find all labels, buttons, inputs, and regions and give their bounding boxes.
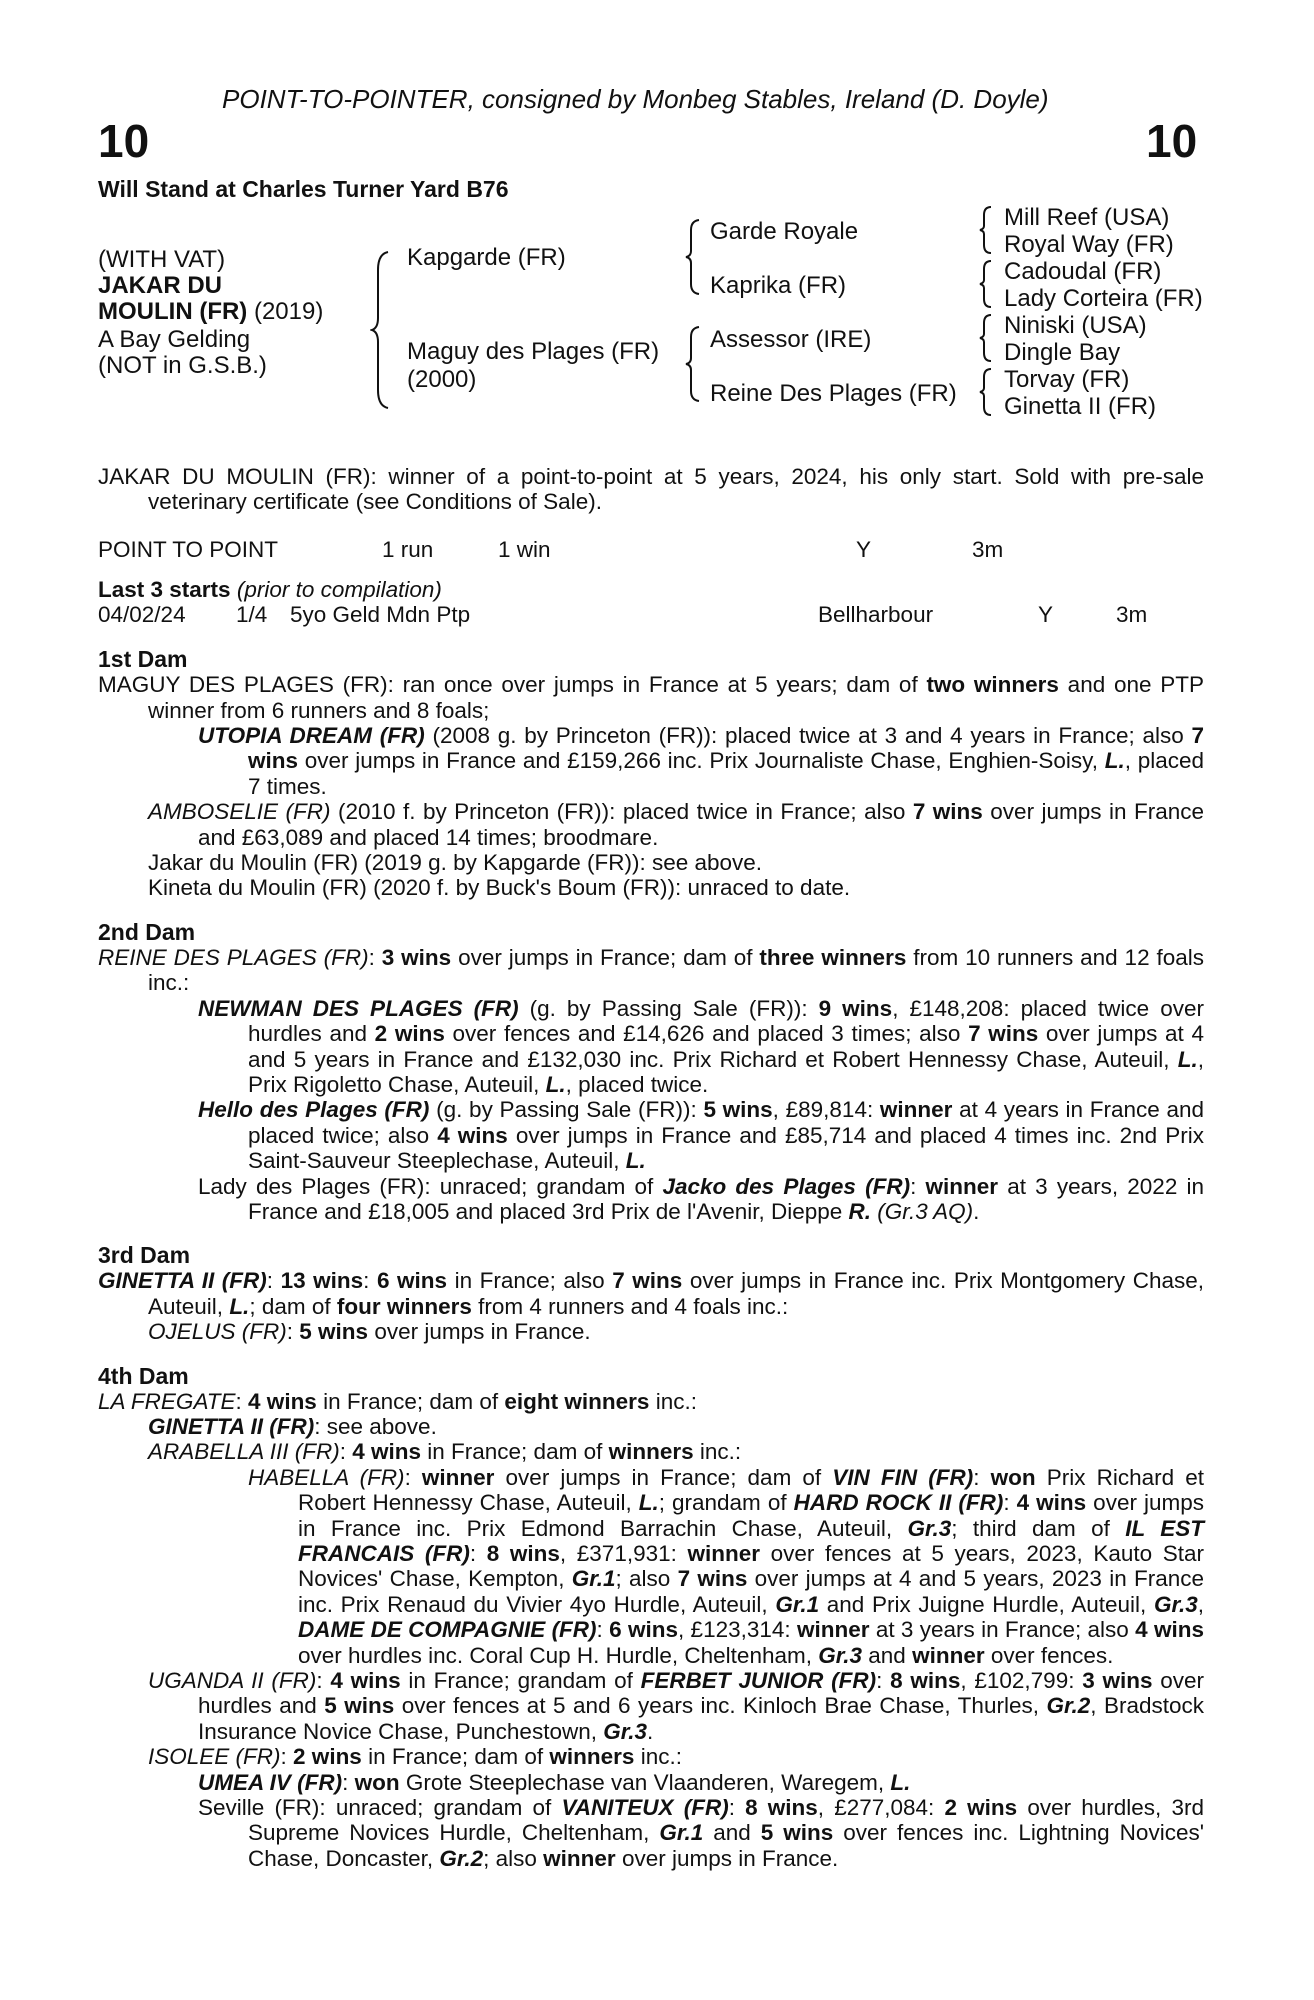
start-distance: 3m bbox=[1116, 602, 1148, 628]
second-dam-heading: 2nd Dam bbox=[98, 918, 196, 945]
record-type: POINT TO POINT bbox=[98, 536, 279, 562]
horse-description: A Bay Gelding bbox=[98, 326, 251, 353]
produce-ginetta: GINETTA II (FR): see above. bbox=[148, 1413, 437, 1439]
pedigree-brace-2b bbox=[684, 325, 702, 403]
record-wins: 1 win bbox=[498, 536, 551, 562]
produce-habella: HABELLA (FR): winner over jumps in France; dam of VIN FIN (FR): won Prix Richard et Robert Hennessy Chase, Auteuil, L.; grandam of HARD ROCK II (FR): 4 wins over jumps in France inc. Prix Edmond Barrachin Chase, Auteuil, Gr.3; third dam of IL EST FRANCAIS (FR): 8 wins, £371,931: winner over fences at 5 years, 2023, Kauto Star Novices' Chase, Kempton, Gr.1; also 7 wins over jumps at 4 and 5 years, 2023 in France inc. Prix Renaud du Vivier 4yo Hurdle, Auteuil, Gr.1 and Prix Juigne Hurdle, Auteuil, Gr.3, DAME DE COMPAGNIE (FR): 6 wins, £123,314: winner at 3 years in France; also 4 wins over hurdles inc. Coral Cup H. Hurdle, Cheltenham, Gr.3 and winner over fences. bbox=[248, 1464, 1205, 1668]
horse-name-line2: MOULIN (FR) bbox=[98, 298, 248, 325]
page-header: POINT-TO-POINTER, consigned by Monbeg Stables, Ireland (D. Doyle) bbox=[222, 84, 1049, 114]
pedigree-dam-sire: Assessor (IRE) bbox=[710, 326, 872, 353]
vat-status: (WITH VAT) bbox=[98, 246, 226, 273]
pedigree-brace-1 bbox=[370, 250, 392, 410]
pedigree-sss: Mill Reef (USA) bbox=[1004, 204, 1170, 231]
race-record-row bbox=[98, 537, 1204, 563]
record-runs: 1 run bbox=[382, 536, 434, 562]
gsb-status: (NOT in G.S.B.) bbox=[98, 352, 267, 379]
produce-hello: Hello des Plages (FR) (g. by Passing Sale (FR)): 5 wins, £89,814: winner at 4 years in France and placed twice; also 4 wins over jumps in France and £85,714 and placed 4 times inc. 2nd Prix Saint-Sauveur Steeplechase, Auteuil, L. bbox=[198, 1097, 1204, 1174]
start-going: Y bbox=[1038, 602, 1054, 628]
last-start-row bbox=[98, 602, 1204, 628]
pedigree-dam-dam: Reine Des Plages (FR) bbox=[710, 380, 957, 407]
pedigree-brace-3b bbox=[978, 259, 994, 309]
pedigree-brace-3d bbox=[978, 367, 994, 417]
produce-ojelus: OJELUS (FR): 5 wins over jumps in France. bbox=[148, 1319, 591, 1345]
pedigree-brace-3a bbox=[978, 205, 994, 255]
produce-ambroselie: AMBOSELIE (FR) (2010 f. by Princeton (FR)): placed twice in France; also 7 wins over jumps in France and £63,089 and placed 14 times; broodmare. bbox=[148, 799, 1205, 850]
pedigree-sds: Cadoudal (FR) bbox=[1004, 258, 1162, 285]
lot-number-left: 10 bbox=[98, 115, 150, 167]
start-race: 5yo Geld Mdn Ptp bbox=[290, 602, 471, 628]
last-starts-note: (prior to compilation) bbox=[236, 576, 442, 602]
last-starts-title: Last 3 starts bbox=[98, 576, 231, 602]
pedigree-ssd: Royal Way (FR) bbox=[1004, 231, 1174, 258]
pedigree-sire-dam: Kaprika (FR) bbox=[710, 272, 847, 299]
pedigree-sire-sire: Garde Royale bbox=[710, 218, 859, 245]
third-dam-paragraph: GINETTA II (FR): 13 wins: 6 wins in France; also 7 wins over jumps in France inc. Prix Montgomery Chase, Auteuil, L.; dam of four winners from 4 runners and 4 foals inc.: bbox=[98, 1268, 1204, 1319]
start-course: Bellharbour bbox=[818, 602, 934, 628]
produce-uganda: UGANDA II (FR): 4 wins in France; grandam of FERBET JUNIOR (FR): 8 wins, £102,799: 3 wins over hurdles and 5 wins over fences at 5 and 6 years inc. Kinloch Brae Chase, Thurles, Gr.2, Bradstock Insurance Novice Chase, Punchestown, Gr.3. bbox=[148, 1668, 1205, 1744]
fourth-dam-paragraph: LA FREGATE: 4 wins in France; dam of eight winners inc.: bbox=[98, 1388, 697, 1414]
first-dam-paragraph: MAGUY DES PLAGES (FR): ran once over jumps in France at 5 years; dam of two winners and one PTP winner from 6 runners and 8 foals; bbox=[98, 672, 1204, 723]
produce-lady: Lady des Plages (FR): unraced; grandam of Jacko des Plages (FR): winner at 3 years, 2022 in France and £18,005 and placed 3rd Prix de l'Avenir, Dieppe R. (Gr.3 AQ). bbox=[198, 1173, 1205, 1224]
last-starts-heading bbox=[98, 577, 1204, 602]
catalogue-body bbox=[98, 464, 1204, 1871]
produce-jakar: Jakar du Moulin (FR) (2019 g. by Kapgarde (FR)): see above. bbox=[148, 850, 763, 876]
second-dam-paragraph: REINE DES PLAGES (FR): 3 wins over jumps in France; dam of three winners from 10 runners and 12 foals inc.: bbox=[98, 944, 1204, 996]
record-distance: 3m bbox=[972, 536, 1004, 562]
pedigree-sdd: Lady Corteira (FR) bbox=[1004, 285, 1203, 312]
start-date: 04/02/24 bbox=[98, 602, 186, 628]
intro-paragraph: JAKAR DU MOULIN (FR): winner of a point-to-point at 5 years, 2024, his only start. Sold with pre-sale veterinary certificate (see Conditions of Sale). bbox=[98, 464, 1204, 515]
produce-newman: NEWMAN DES PLAGES (FR) (g. by Passing Sale (FR)): 9 wins, £148,208: placed twice over hurdles and 2 wins over fences and £14,626 and placed 3 times; also 7 wins over jumps at 4 and 5 years in France and £132,030 inc. Prix Richard et Robert Hennessy Chase, Auteuil, L., Prix Rigoletto Chase, Auteuil, L., placed twice. bbox=[198, 995, 1204, 1097]
produce-kineta: Kineta du Moulin (FR) (2020 f. by Buck's Boum (FR)): unraced to date. bbox=[148, 875, 851, 901]
fourth-dam-heading: 4th Dam bbox=[98, 1362, 189, 1389]
horse-name-line2-wrap bbox=[98, 298, 323, 326]
pedigree-brace-2a bbox=[684, 218, 702, 296]
stand-location: Will Stand at Charles Turner Yard B76 bbox=[98, 176, 509, 202]
start-position: 1/4 bbox=[236, 602, 268, 628]
record-going: Y bbox=[856, 536, 872, 562]
produce-seville: Seville (FR): unraced; grandam of VANITEUX (FR): 8 wins, £277,084: 2 wins over hurdles, 3rd Supreme Novices Hurdle, Cheltenham, Gr.1 and 5 wins over fences inc. Lightning Novices' Chase, Doncaster, Gr.2; also winner over jumps in France. bbox=[198, 1795, 1204, 1871]
pedigree-ddd: Ginetta II (FR) bbox=[1004, 393, 1157, 420]
produce-umea: UMEA IV (FR): won Grote Steeplechase van Vlaanderen, Waregem, L. bbox=[198, 1769, 911, 1795]
produce-isolee: ISOLEE (FR): 2 wins in France; dam of winners inc.: bbox=[148, 1744, 682, 1770]
horse-foaling-year: (2019) bbox=[253, 298, 324, 325]
third-dam-heading: 3rd Dam bbox=[98, 1242, 191, 1269]
pedigree-dam: Maguy des Plages (FR) bbox=[407, 338, 660, 365]
pedigree-sire: Kapgarde (FR) bbox=[407, 244, 566, 271]
first-dam-heading: 1st Dam bbox=[98, 646, 188, 673]
pedigree-dds: Torvay (FR) bbox=[1004, 366, 1130, 393]
pedigree-brace-3c bbox=[978, 313, 994, 363]
produce-utopia-dream: UTOPIA DREAM (FR) (2008 g. by Princeton (FR)): placed twice at 3 and 4 years in France; also 7 wins over jumps in France and £159,266 inc. Prix Journaliste Chase, Enghien-Soisy, L., placed 7 times. bbox=[198, 723, 1204, 799]
pedigree-dam-year: (2000) bbox=[407, 366, 477, 393]
lot-number-right: 10 bbox=[1146, 115, 1198, 167]
horse-name-line1: JAKAR DU bbox=[98, 272, 223, 299]
pedigree-dss: Niniski (USA) bbox=[1004, 312, 1147, 339]
pedigree-dsd: Dingle Bay bbox=[1004, 339, 1121, 366]
produce-arabella: ARABELLA III (FR): 4 wins in France; dam of winners inc.: bbox=[148, 1439, 742, 1465]
